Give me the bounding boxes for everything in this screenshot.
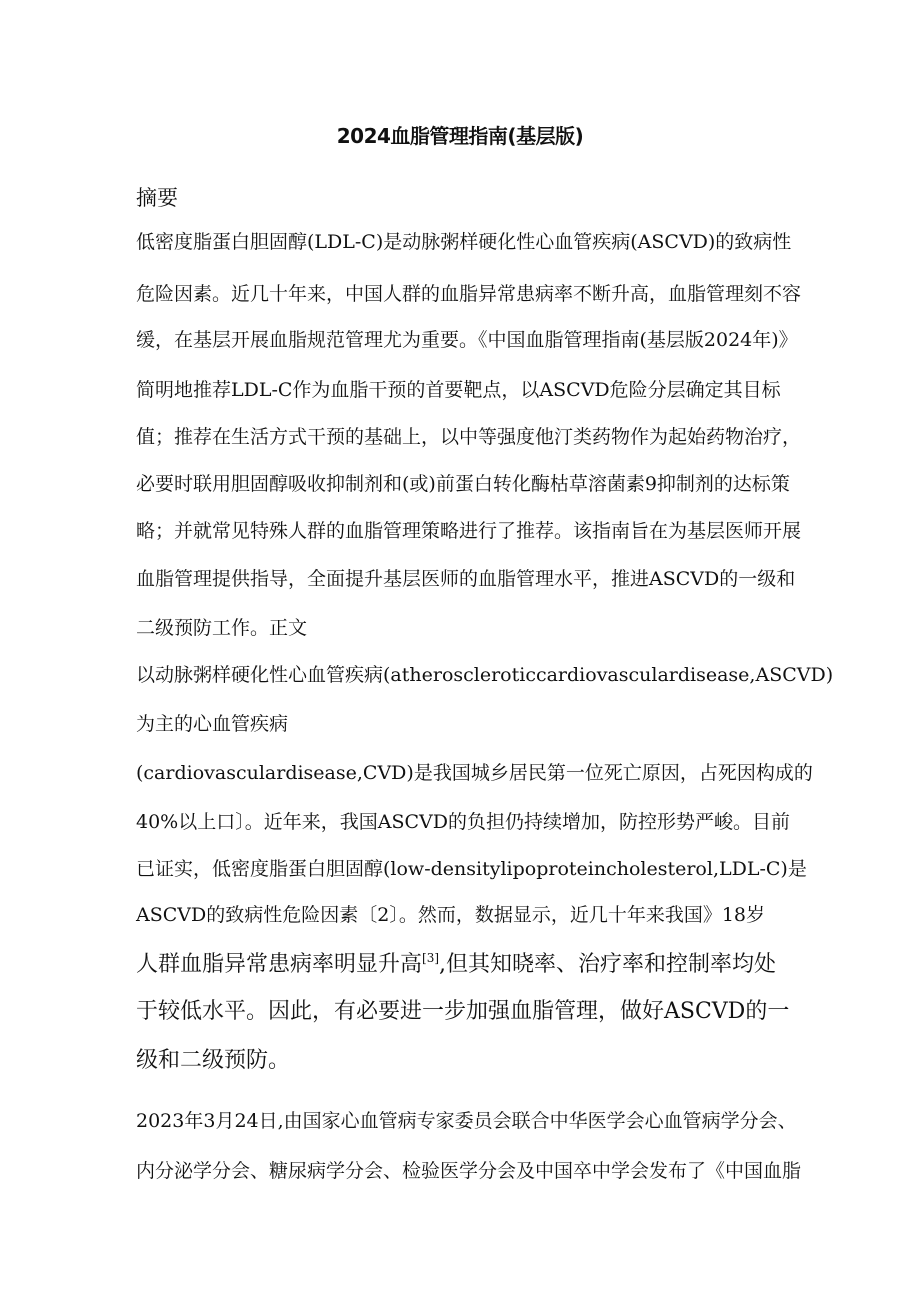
body-line: 为主的心血管疾病 bbox=[136, 713, 289, 735]
body-line: 内分泌学分会、糖尿病学分会、检验医学分会及中国卒中学会发布了《中国血脂 bbox=[136, 1160, 802, 1182]
body-line: 以动脉粥样硬化性心血管疾病(atheroscleroticcardiovasculardisease,ASCVD) bbox=[136, 664, 834, 686]
body-line: 级和二级预防。 bbox=[136, 1048, 291, 1073]
body-line: ASCVD的致病性危险因素〔2〕。然而，数据显示，近几十年来我国》18岁 bbox=[136, 904, 765, 926]
abstract-line: 血脂管理提供指导，全面提升基层医师的血脂管理水平，推进ASCVD的一级和 bbox=[136, 568, 796, 590]
body-line: 40%以上口〕。近年来，我国ASCVD的负担仍持续增加，防控形势严峻。目前 bbox=[136, 811, 790, 833]
abstract-line: 略；并就常见特殊人群的血脂管理策略进行了推荐。该指南旨在为基层医师开展 bbox=[136, 520, 802, 542]
abstract-line: 缓，在基层开展血脂规范管理尤为重要。《中国血脂管理指南(基层版2024年)》 bbox=[136, 329, 798, 351]
abstract-line: 危险因素。近几十年来，中国人群的血脂异常患病率不断升高，血脂管理刻不容 bbox=[136, 283, 802, 305]
body-line: 已证实，低密度脂蛋白胆固醇(low-densitylipoproteincholesterol,LDL-C)是 bbox=[136, 858, 807, 880]
body-text: ,但其知晓率、治疗率和控制率均处 bbox=[439, 952, 777, 977]
abstract-line: 必要时联用胆固醇吸收抑制剂和(或)前蛋白转化酶枯草溶菌素9抑制剂的达标策 bbox=[136, 473, 790, 495]
abstract-line: 简明地推荐LDL-C作为血脂干预的首要靶点，以ASCVD危险分层确定其目标 bbox=[136, 379, 781, 401]
body-text: 人群血脂异常患病率明显升高 bbox=[136, 952, 423, 977]
body-line bbox=[136, 952, 776, 976]
abstract-line: 低密度脂蛋白胆固醇(LDL-C)是动脉粥样硬化性心血管疾病(ASCVD)的致病性 bbox=[136, 231, 792, 253]
abstract-line: 二级预防工作。正文 bbox=[136, 617, 308, 639]
body-line: 于较低水平。因此，有必要进一步加强血脂管理，做好ASCVD的一 bbox=[136, 999, 790, 1024]
citation-marker: [3] bbox=[422, 951, 440, 965]
abstract-heading: 摘要 bbox=[136, 186, 178, 210]
body-line: 2023年3月24日,由国家心血管病专家委员会联合中华医学会心血管病学分会、 bbox=[136, 1110, 797, 1132]
document-title: 2024血脂管理指南(基层版) bbox=[336, 124, 584, 148]
abstract-line: 值；推荐在生活方式干预的基础上，以中等强度他汀类药物作为起始药物治疗， bbox=[136, 426, 802, 448]
body-line: (cardiovasculardisease,CVD)是我国城乡居民第一位死亡原因，占死因构成的 bbox=[136, 762, 813, 784]
